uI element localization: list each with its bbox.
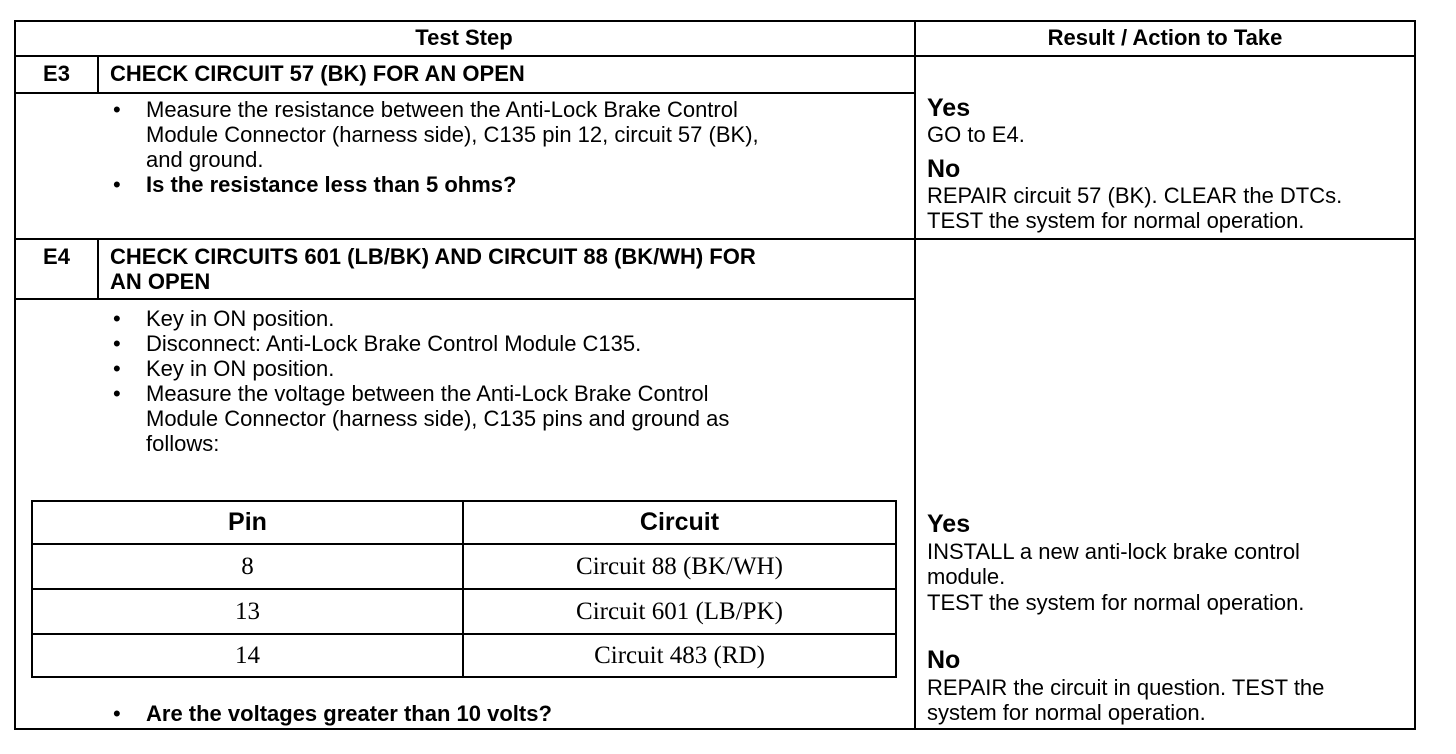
- e4-step-line: Key in ON position.: [146, 306, 335, 331]
- e3-step-line: Measure the resistance between the Anti-Lock Brake Control: [146, 97, 738, 122]
- e4-step-line: Module Connector (harness side), C135 pins and ground as: [146, 406, 730, 431]
- pin-table-cell-circuit: Circuit 601 (LB/PK): [576, 598, 783, 625]
- e4-yes-label: Yes: [927, 510, 971, 538]
- e3-yes-action: GO to E4.: [927, 122, 1025, 147]
- header-result-action: Result / Action to Take: [1047, 25, 1283, 50]
- e3-title: CHECK CIRCUIT 57 (BK) FOR AN OPEN: [110, 61, 525, 86]
- e4-no-action: system for normal operation.: [927, 700, 1206, 725]
- pin-table-cell-pin: 14: [235, 642, 260, 669]
- e4-step-line: Key in ON position.: [146, 356, 335, 381]
- e4-step-line: follows:: [146, 431, 220, 456]
- pin-table-cell-pin: 8: [241, 553, 254, 580]
- pin-table-border: [895, 500, 897, 678]
- table-border-top: [14, 20, 1416, 22]
- pin-table-border: [31, 543, 897, 545]
- e4-no-label: No: [927, 646, 961, 674]
- table-border-left: [14, 20, 16, 730]
- e4-step-line: Measure the voltage between the Anti-Lock Brake Control: [146, 381, 709, 406]
- e3-title-divider: [14, 92, 916, 94]
- bullet-icon: •: [113, 306, 121, 331]
- e3-no-label: No: [927, 155, 961, 183]
- header-divider: [14, 55, 1416, 57]
- e4-yes-action: TEST the system for normal operation.: [927, 590, 1305, 615]
- bullet-icon: •: [113, 356, 121, 381]
- bullet-icon: •: [113, 701, 121, 726]
- e3-no-action: TEST the system for normal operation.: [927, 208, 1305, 233]
- e3-question: Is the resistance less than 5 ohms?: [146, 172, 517, 197]
- pin-table-header-circuit: Circuit: [639, 508, 720, 536]
- e4-no-action: REPAIR the circuit in question. TEST the: [927, 675, 1325, 700]
- e3-step-line: Module Connector (harness side), C135 pin 12, circuit 57 (BK),: [146, 122, 759, 147]
- e4-step-id: E4: [43, 244, 70, 269]
- e3-id-divider: [97, 55, 99, 94]
- pin-table-border: [31, 633, 897, 635]
- e3-step-line: and ground.: [146, 147, 264, 172]
- e4-yes-action: INSTALL a new anti-lock brake control: [927, 539, 1300, 564]
- e4-title: AN OPEN: [110, 269, 211, 294]
- e4-yes-action: module.: [927, 564, 1006, 589]
- pin-table-cell-pin: 13: [235, 598, 260, 625]
- pin-table-header-pin: Pin: [228, 508, 267, 536]
- pin-table-border: [31, 500, 897, 502]
- header-test-step: Test Step: [415, 25, 513, 50]
- table-border-bottom: [14, 728, 1416, 730]
- bullet-icon: •: [113, 172, 121, 197]
- pin-table-border: [31, 676, 897, 678]
- e4-id-divider: [97, 238, 99, 300]
- bullet-icon: •: [113, 97, 121, 122]
- e3-step-id: E3: [43, 61, 70, 86]
- column-divider: [914, 20, 916, 730]
- table-border-right: [1414, 20, 1416, 730]
- e4-question: Are the voltages greater than 10 volts?: [146, 701, 552, 726]
- bullet-icon: •: [113, 331, 121, 356]
- e3-yes-label: Yes: [927, 94, 971, 122]
- e3-e4-divider: [14, 238, 1416, 240]
- e4-title: CHECK CIRCUITS 601 (LB/BK) AND CIRCUIT 88 (BK/WH) FOR: [110, 244, 756, 269]
- e3-no-action: REPAIR circuit 57 (BK). CLEAR the DTCs.: [927, 183, 1343, 208]
- bullet-icon: •: [113, 381, 121, 406]
- e4-step-line: Disconnect: Anti-Lock Brake Control Module C135.: [146, 331, 642, 356]
- pin-table-border: [31, 588, 897, 590]
- pin-table-cell-circuit: Circuit 88 (BK/WH): [576, 553, 783, 580]
- pin-table-cell-circuit: Circuit 483 (RD): [594, 642, 765, 669]
- e4-title-divider: [14, 298, 916, 300]
